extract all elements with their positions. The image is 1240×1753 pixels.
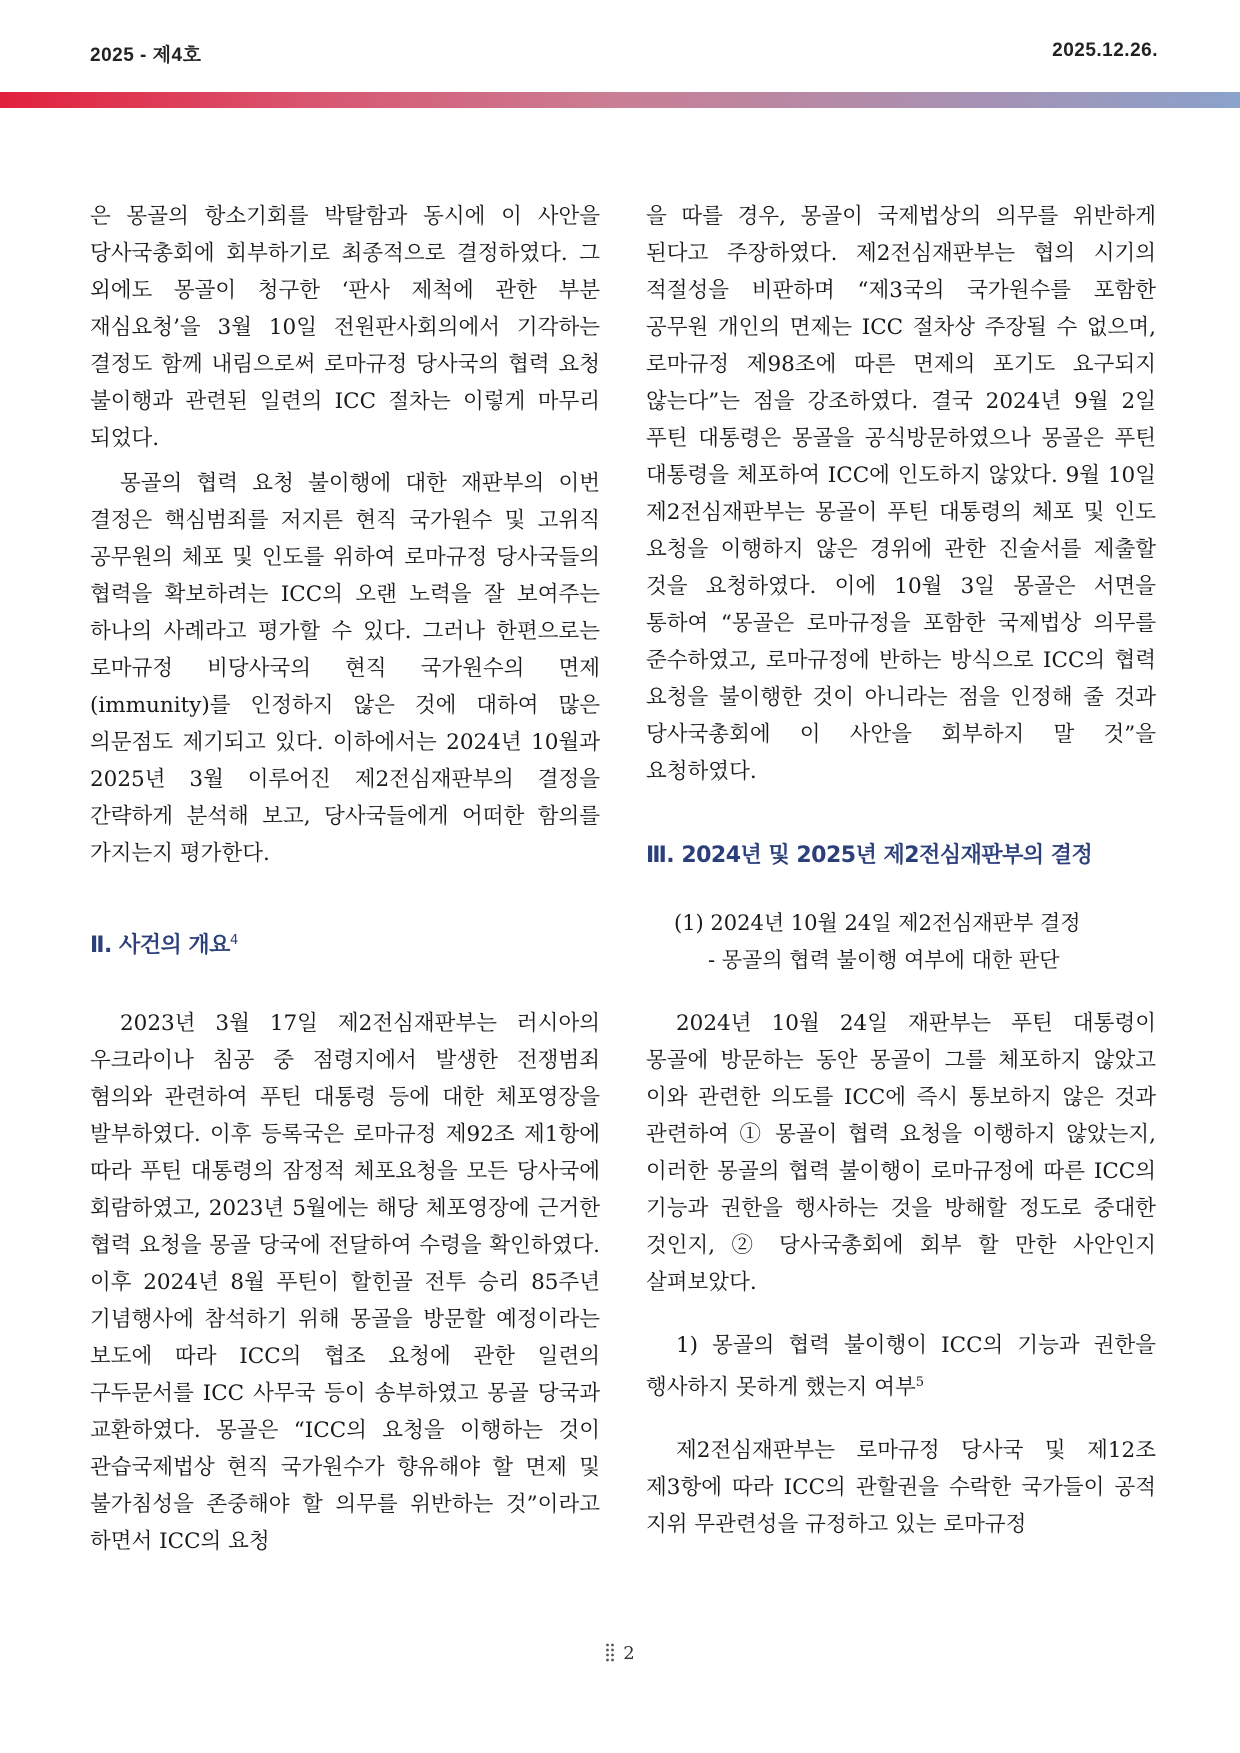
paragraph: 은 몽골의 항소기회를 박탈함과 동시에 이 사안을 당사국총회에 회부하기로 최종적으로 결정하였다. 그 외에도 몽골이 청구한 ‘판사 제척에 관한 부분 재심요청’을 3월 10일 전원판사회의에서 기각하는 결정도 함께 내림으로써 로마규정 당사국의 협력 요청 불이행과 관련된 일련의 ICC 절차는 이렇게 마무리 되었다. bbox=[90, 204, 600, 451]
section-heading: Ⅲ. 2024년 및 2025년 제2전심재판부의 결정 bbox=[646, 843, 1093, 868]
page-number: 2 bbox=[623, 1643, 635, 1664]
page-footer bbox=[0, 1642, 1240, 1664]
left-column bbox=[90, 198, 600, 1560]
footnote-marker: 5 bbox=[915, 1375, 925, 1390]
page-header bbox=[90, 40, 1158, 70]
paragraph: 을 따를 경우, 몽골이 국제법상의 의무를 위반하게 된다고 주장하였다. 제2전심재판부는 협의 시기의 적절성을 비판하며 “제3국의 국가원수를 포함한 공무원 개인의 면제는 ICC 절차상 주장될 수 없으며, 로마규정 제98조에 따른 면제의 포기도 요구되지 않는다”는 점을 강조하였다. 결국 2024년 9월 2일 푸틴 대통령은 몽골을 공식방문하였으나 몽골은 푸틴 대통령을 체포하여 ICC에 인도하지 않았다. 9월 10일 제2전심재판부는 몽골이 푸틴 대통령의 체포 및 인도 요청을 이행하지 않은 경위에 관한 진술서를 제출할 것을 요청하였다. 이에 10월 3일 몽골은 서면을 통하여 “몽골은 로마규정을 포함한 국제법상 의무를 준수하였고, 로마규정에 반하는 방식으로 ICC의 협력 요청을 불이행한 것이 아니라는 점을 인정해 줄 것과 당사국총회에 이 사안을 회부하지 말 것”을 요청하였다. bbox=[646, 204, 1156, 784]
section-heading-text: Ⅱ. 사건의 개요 bbox=[90, 933, 230, 958]
sub-subsection-text: 1) 몽골의 협력 불이행이 ICC의 기능과 권한을 행사하지 못하게 했는지 여부 bbox=[646, 1333, 1156, 1400]
publication-date: 2025.12.26. bbox=[1052, 40, 1158, 61]
paragraph: 2023년 3월 17일 제2전심재판부는 러시아의 우크라이나 침공 중 점령지에서 발생한 전쟁범죄 혐의와 관련하여 푸틴 대통령 등에 대한 체포영장을 발부하였다. 이후 등록국은 로마규정 제92조 제1항에 따라 푸틴 대통령의 잠정적 체포요청을 모든 당사국에 회람하였고, 2023년 5월에는 해당 체포영장에 근거한 협력 요청을 몽골 당국에 전달하여 수령을 확인하였다. 이후 2024년 8월 푸틴이 할힌골 전투 승리 85주년 기념행사에 참석하기 위해 몽골을 방문할 예정이라는 보도에 따라 ICC의 협조 요청에 관한 일련의 구두문서를 ICC 사무국 등이 송부하였고 몽골 당국과 교환하였다. 몽골은 “ICC의 요청을 이행하는 것이 관습국제법상 현직 국가원수가 향유해야 할 면제 및 불가침성을 존중해야 할 의무를 위반하는 것”이라고 하면서 ICC의 요청 bbox=[90, 1011, 600, 1554]
subsection-heading: (1) 2024년 10월 24일 제2전심재판부 결정 bbox=[674, 911, 1081, 935]
section-heading bbox=[90, 928, 600, 959]
sub-subsection-heading bbox=[646, 1327, 1156, 1406]
subsection-subtitle: - 몽골의 협력 불이행 여부에 대한 판단 bbox=[708, 948, 1060, 972]
paragraph: 제2전심재판부는 로마규정 당사국 및 제12조 제3항에 따라 ICC의 관할권을 수락한 국가들이 공적 지위 무관련성을 규정하고 있는 로마규정 bbox=[646, 1438, 1156, 1537]
issue-number: 2025 - 제4호 bbox=[90, 45, 202, 66]
header-gradient-band bbox=[0, 92, 1240, 108]
right-column bbox=[646, 198, 1156, 1543]
paragraph: 2024년 10월 24일 재판부는 푸틴 대통령이 몽골에 방문하는 동안 몽골이 그를 체포하지 않았고 이와 관련한 의도를 ICC에 즉시 통보하지 않은 것과 관련하여 ① 몽골이 협력 요청을 이행하지 않았는지, 이러한 몽골의 협력 불이행이 로마규정에 따른 ICC의 기능과 권한을 행사하는 것을 방해할 정도로 중대한 것인지, ② 당사국총회에 회부 할 만한 사안인지 살펴보았다. bbox=[646, 1011, 1156, 1295]
paragraph: 몽골의 협력 요청 불이행에 대한 재판부의 이번 결정은 핵심범죄를 저지른 현직 국가원수 및 고위직 공무원의 체포 및 인도를 위하여 로마규정 당사국들의 협력을 확보하려는 ICC의 오랜 노력을 잘 보여주는 하나의 사례라고 평가할 수 있다. 그러나 한편으로는 로마규정 비당사국의 현직 국가원수의 면제(immunity)를 인정하지 않은 것에 대하여 많은 의문점도 제기되고 있다. 이하에서는 2024년 10월과 2025년 3월 이루어진 제2전심재판부의 결정을 간략하게 분석해 보고, 당사국들에게 어떠한 함의를 가지는지 평가한다. bbox=[90, 471, 600, 866]
dots-icon bbox=[605, 1642, 615, 1662]
footnote-marker: 4 bbox=[229, 933, 238, 948]
